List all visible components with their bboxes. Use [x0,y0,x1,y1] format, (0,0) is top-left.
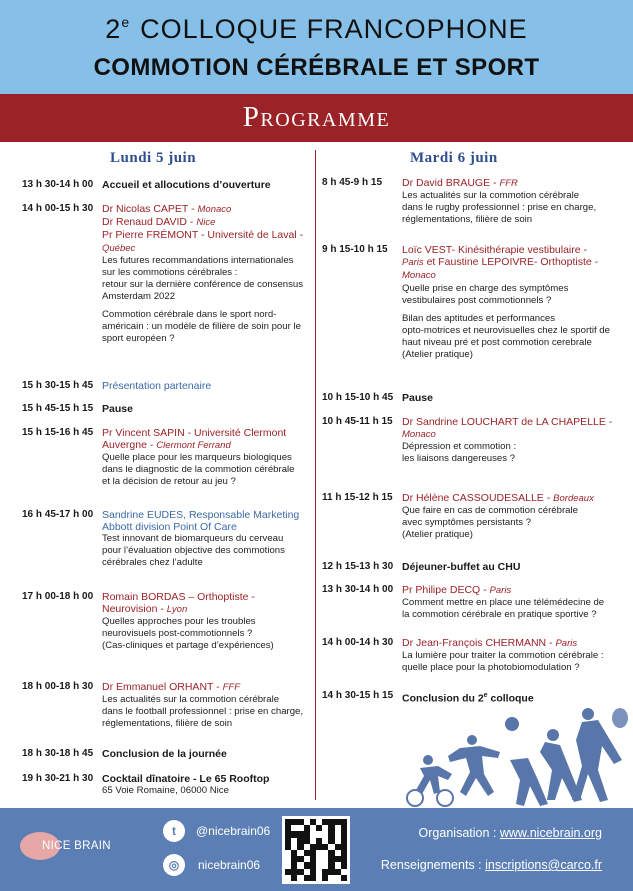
schedule-row [22,203,306,345]
time-slot: 14 h 00-15 h 30 [22,203,94,214]
session-description: réglementations, filière de soin [402,214,533,226]
session-description: haut niveau pré et post commotion cerebrale [402,336,592,348]
instagram-icon[interactable]: ◎ [163,854,185,876]
speaker: Loïc VEST- Kinésithérapie vestibulaire - [402,244,588,256]
venue-address: 65 Voie Romaine, 06000 Nice [102,785,229,797]
session-description: cérébrales chez l’adulte [102,557,203,569]
speaker: Dr Renaud DAVID - Nice [102,216,216,229]
session-description: quelle place pour la photobiomodulation ? [402,662,580,674]
event-subtitle: COMMOTION CÉRÉBRALE ET SPORT [93,54,540,81]
session-description: Quelle prise en charge des symptômes [402,282,569,294]
schedule-row [322,177,616,226]
schedule-row [322,392,616,404]
time-slot: 15 h 45-15 h 15 [22,403,94,414]
time-slot: 15 h 30-15 h 45 [22,380,94,391]
monday-heading: Lundi 5 juin [110,150,197,166]
speaker: Paris et Faustine LEPOIVRE- Orthoptiste - [402,256,599,269]
session-description: retour sur la dernière conférence de consensus [102,278,304,290]
session-description: avec symptômes persistants ? [402,517,532,529]
time-slot: 14 h 30-15 h 15 [322,690,394,701]
schedule-row [322,492,616,541]
speaker: Dr Nicolas CAPET - Monaco [102,203,232,215]
schedule-row [22,681,306,730]
footer [0,808,633,891]
session-description: (Atelier pratique) [402,348,473,360]
instagram-handle[interactable]: nicebrain06 [198,858,261,872]
session-description: Les futures recommandations internationales [102,254,294,266]
session-description: neurovisuels post-commotionnels ? [102,628,253,640]
time-slot: 13 h 30-14 h 00 [22,179,94,190]
speaker: Pr Pierre FRÉMONT - Université de Laval - [102,229,304,242]
session-description: réglementations, filière de soin [102,718,233,730]
time-slot: 8 h 45-9 h 15 [322,177,383,188]
speaker-place: Monaco [402,429,436,441]
session-description: Amsterdam 2022 [102,290,176,302]
session-description: sport européen ? [102,332,175,344]
session-description: Quelles approches pour les troubles [102,616,256,628]
session-description: Les actualités sur la commotion cérébrale [402,190,580,202]
session-description: américain : un modèle de filière de soin pour le [102,320,301,332]
programme-band [0,94,633,142]
schedule-row [22,179,306,191]
session-description: Dépression et commotion : [402,441,517,453]
tuesday-heading: Mardi 6 juin [410,150,498,166]
sports-silhouettes-illustration [400,700,633,808]
schedule-row [22,591,306,652]
speaker: Abbott division Point Of Care [102,521,237,534]
session-description: Que faire en cas de commotion cérébrale [402,505,578,517]
time-slot: 16 h 45-17 h 00 [22,509,94,520]
qr-code[interactable] [282,816,350,884]
column-divider [315,150,316,800]
schedule-row [322,244,616,361]
session-description: Comment mettre en place une télémédecine de [402,597,605,609]
colloque-title: 2e COLLOQUE FRANCOPHONE [105,14,528,44]
schedule-row [22,380,306,392]
info-line: Renseignements : inscriptions@carco.fr [380,858,602,872]
time-slot: 12 h 15-13 h 30 [322,561,394,572]
time-slot: 11 h 15-12 h 15 [322,492,393,503]
twitter-handle[interactable]: @nicebrain06 [196,824,271,838]
time-slot: 17 h 00-18 h 00 [22,591,94,602]
nice-brain-logo: NICE BRAIN [20,832,132,860]
schedule-row [322,637,616,674]
schedule-row [22,748,306,760]
time-slot: 14 h 00-14 h 30 [322,637,394,648]
session-description: dans le rugby professionnel : prise en charge, [402,202,597,214]
session-title: Accueil et allocutions d’ouverture [102,179,271,191]
session-description: Les actualités sur la commotion cérébrale [102,694,280,706]
session-title: Déjeuner-buffet au CHU [402,561,521,573]
session-description: Commotion cérébrale dans le sport nord- [102,308,277,320]
speaker: Pr Philipe DECQ - Paris [402,584,512,596]
session-description: Quelle place pour les marqueurs biologiques [102,452,292,464]
twitter-icon[interactable]: t [163,820,185,842]
session-description: Bilan des aptitudes et performances [402,312,556,324]
schedule-row [322,416,616,465]
speaker: Neurovision - Lyon [102,603,188,616]
schedule-row [22,509,306,569]
time-slot: 13 h 30-14 h 00 [322,584,394,595]
speaker: Dr Emmanuel ORHANT - FFF [102,681,241,693]
ball-icon [505,717,519,731]
schedule-row [22,403,306,415]
session-description: sur les commotions cérébrales : [102,266,238,278]
session-description: et la décision de retour au jeu ? [102,476,236,488]
organisation-line: Organisation : www.nicebrain.org [418,826,602,840]
speaker-place: Québec [102,242,136,254]
session-title: Conclusion du 2e colloque [402,692,534,705]
session-description: dans le football professionnel : prise en charge, [102,706,304,718]
time-slot: 19 h 30-21 h 30 [22,773,94,784]
time-slot: 9 h 15-10 h 15 [322,244,388,255]
speaker: Romain BORDAS – Orthoptiste - [102,591,255,603]
schedule-row [322,561,616,573]
session-title: Pause [102,403,133,415]
speaker: Pr Vincent SAPIN - Université Clermont [102,427,287,439]
speaker: Dr Sandrine LOUCHART de LA CHAPELLE - [402,416,613,428]
time-slot: 18 h 00-18 h 30 [22,681,94,692]
time-slot: 15 h 15-16 h 45 [22,427,94,438]
session-title: Pause [402,392,433,404]
session-description: (Atelier pratique) [402,529,473,541]
header [0,0,633,94]
programme-title: Programme [242,101,391,133]
speaker: Dr Hélène CASSOUDESALLE - Bordeaux [402,492,594,504]
session-description: pour l’évaluation objective des commotions [102,545,285,557]
session-title: Conclusion de la journée [102,748,227,760]
organisation-link[interactable]: www.nicebrain.org [499,826,602,840]
time-slot: 10 h 45-11 h 15 [322,416,393,427]
session-title: Cocktail dînatoire - Le 65 Rooftop [102,773,270,785]
session-description: la commotion cérébrale en pratique sportive ? [402,609,597,621]
speaker: Dr Jean-François CHERMANN - Paris [402,637,578,649]
speaker: Auvergne - Clermont Ferrand [102,439,231,452]
session-description: La lumière pour traiter la commotion cérébrale : [402,650,604,662]
speaker-place: Monaco [402,270,436,282]
schedule-row [22,773,306,797]
schedule-row [22,427,306,488]
session-description: les liaisons dangereuses ? [402,453,516,465]
speaker: Sandrine EUDES, Responsable Marketing [102,509,300,521]
session-description: (Cas-cliniques et partage d’expériences) [102,640,274,652]
speaker: Dr David BRAUGE - FFR [402,177,518,189]
time-slot: 18 h 30-18 h 45 [22,748,94,759]
time-slot: 10 h 15-10 h 45 [322,392,394,403]
session-description: opto-motrices et neurovisuelles chez le sportif de [402,324,610,336]
session-title: Présentation partenaire [102,380,212,392]
session-description: vestibulaires post commotionnels ? [402,294,552,306]
info-email-link[interactable]: inscriptions@carco.fr [485,858,602,872]
session-description: Test innovant de biomarqueurs du cerveau [102,533,284,545]
schedule-row [322,584,616,621]
session-description: dans le diagnostic de la commotion cérébrale [102,464,295,476]
